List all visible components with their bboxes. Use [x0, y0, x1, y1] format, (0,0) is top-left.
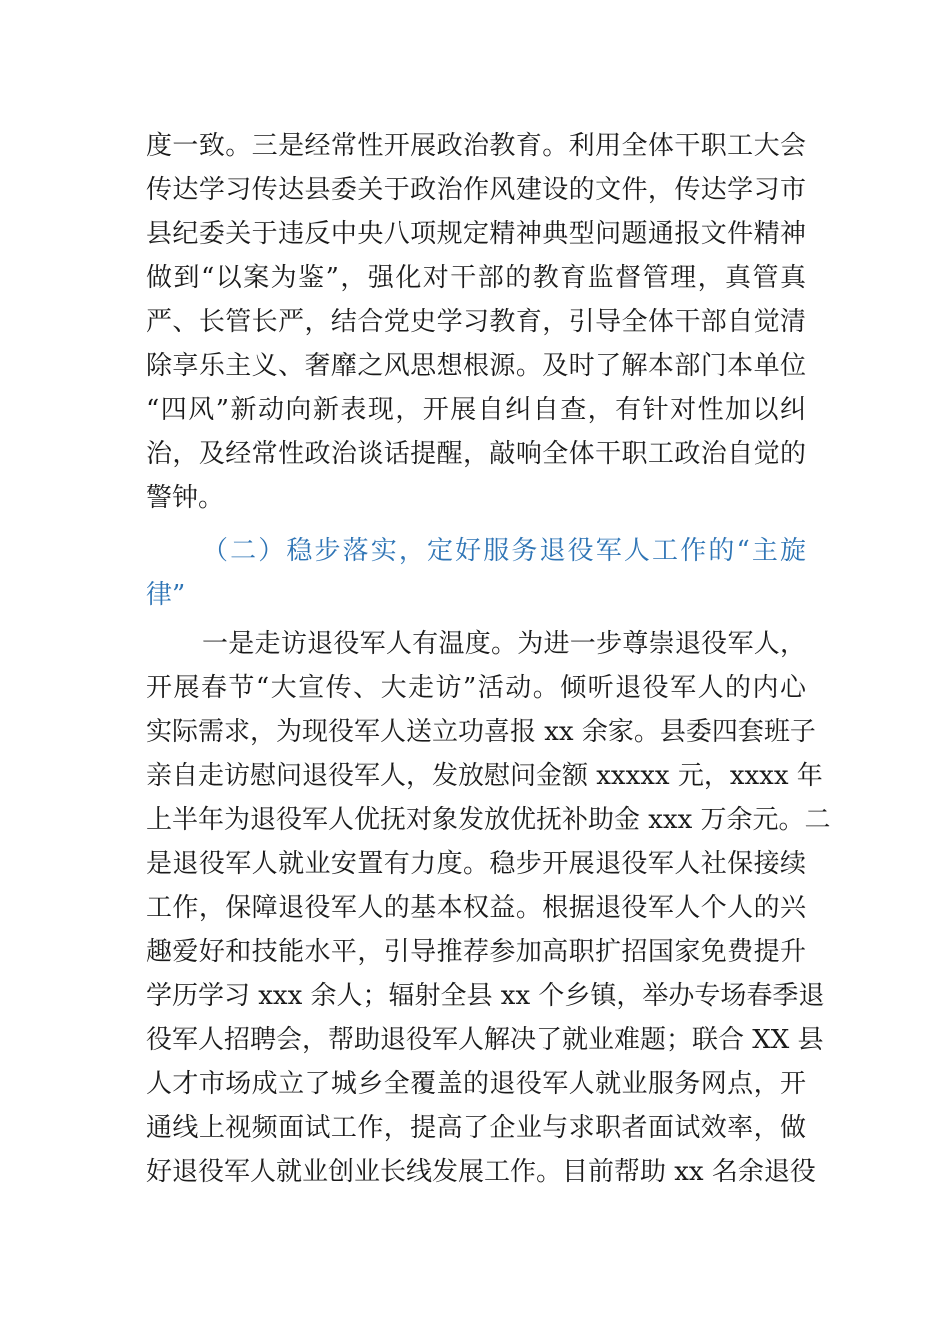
text-line: 县纪委关于违反中央八项规定精神典型问题通报文件精神	[146, 219, 806, 249]
heading-line: 律”	[146, 580, 186, 610]
text-line: 趣爱好和技能水平，引导推荐参加高职扩招国家免费提升	[146, 937, 806, 967]
text-line: 度一致。三是经常性开展政治教育。利用全体干职工大会	[146, 131, 806, 161]
text-line: 好退役军人就业创业长线发展工作。目前帮助 xx 名余退役	[146, 1157, 816, 1187]
text-line: 除享乐主义、奢靡之风思想根源。及时了解本部门本单位	[146, 351, 806, 381]
text-line: 一是走访退役军人有温度。为进一步尊崇退役军人，	[202, 629, 806, 659]
text-line: 通线上视频面试工作，提高了企业与求职者面试效率，做	[146, 1113, 806, 1143]
text-line: 治，及经常性政治谈话提醒，敲响全体干职工政治自觉的	[146, 439, 806, 469]
text-line: 警钟。	[146, 483, 225, 513]
text-line: 学历学习 xxx 余人；辐射全县 xx 个乡镇，举办专场春季退	[146, 981, 825, 1011]
text-line: 上半年为退役军人优抚对象发放优抚补助金 xxx 万余元。二	[146, 805, 831, 835]
text-line: 实际需求，为现役军人送立功喜报 xx 余家。县委四套班子	[146, 717, 816, 747]
text-line: 亲自走访慰问退役军人，发放慰问金额 xxxxx 元，xxxx 年	[146, 761, 823, 791]
text-line: 人才市场成立了城乡全覆盖的退役军人就业服务网点，开	[146, 1069, 806, 1099]
text-line: 严、长管长严，结合党史学习教育，引导全体干部自觉清	[146, 307, 806, 337]
text-line: “四风”新动向新表现，开展自纠自查，有针对性加以纠	[146, 395, 806, 425]
text-line: 是退役军人就业安置有力度。稳步开展退役军人社保接续	[146, 849, 806, 879]
text-line: 工作，保障退役军人的基本权益。根据退役军人个人的兴	[146, 893, 806, 923]
text-line: 役军人招聘会，帮助退役军人解决了就业难题；联合 XX 县	[146, 1025, 824, 1055]
text-line: 开展春节“大宣传、大走访”活动。倾听退役军人的内心	[146, 673, 806, 703]
heading-line: （二）稳步落实，定好服务退役军人工作的“主旋	[202, 536, 806, 566]
text-line: 传达学习传达县委关于政治作风建设的文件，传达学习市	[146, 175, 806, 205]
text-line: 做到“以案为鉴”，强化对干部的教育监督管理，真管真	[146, 263, 806, 293]
